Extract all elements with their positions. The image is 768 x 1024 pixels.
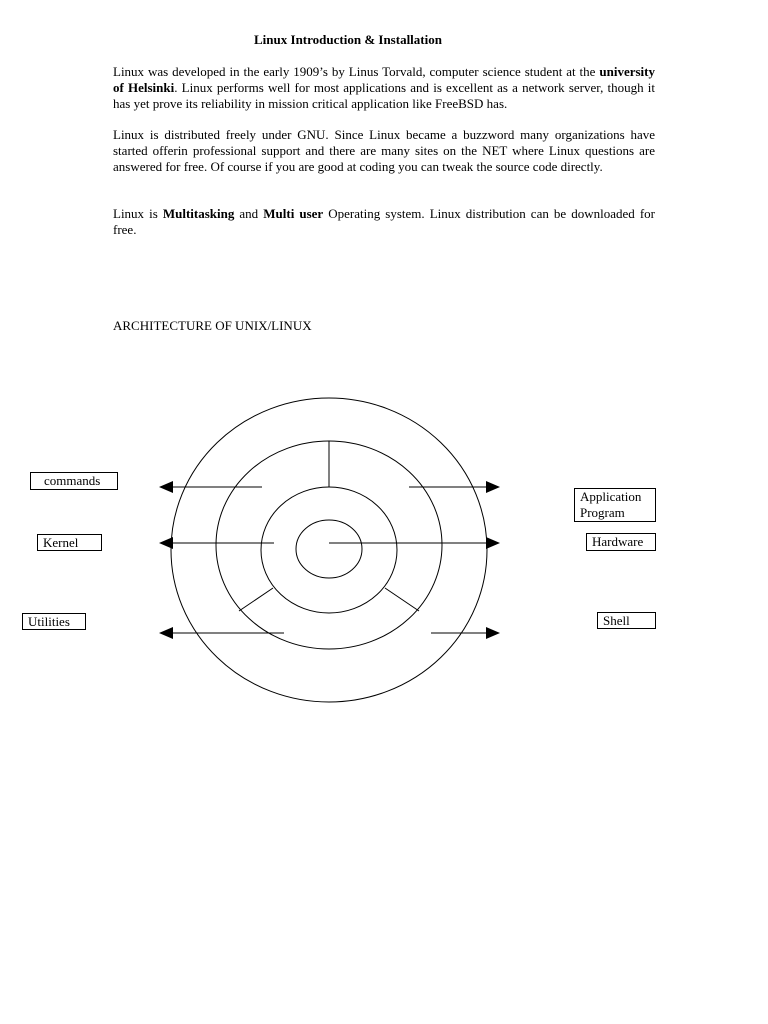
label-utilities: Utilities	[22, 613, 86, 630]
label-commands: commands	[30, 472, 118, 490]
paragraph-intro-bold-university: university of Helsinki	[113, 64, 655, 95]
core-ring	[296, 520, 362, 578]
paragraph-distribution: Linux is distributed freely under GNU. Since Linux became a buzzword many organizations have started offerin professional support and there are many sites on the NET where Linux questions are answered for free. Of course if you are good at coding you can tweak the source code directly.	[113, 127, 655, 174]
inner-ring	[261, 487, 397, 613]
label-hardware: Hardware	[586, 533, 656, 551]
architecture-heading: ARCHITECTURE OF UNIX/LINUX	[113, 318, 312, 333]
divider-right	[385, 588, 419, 611]
paragraph-intro-text-1: Linux was developed in the early 1909’s by Linus Torvald, computer science student at the	[113, 64, 600, 79]
paragraph-intro-text-2: . Linux performs well for most applications and is excellent as a network server, though it has yet prove its reliability in mission critical application like FreeBSD has.	[113, 80, 655, 111]
label-kernel: Kernel	[37, 534, 102, 551]
paragraph-features-bold-multiuser: Multi user	[263, 206, 324, 221]
paragraph-features-bold-multitasking: Multitasking	[162, 206, 235, 221]
paragraph-features-text-3: Operating system. Linux distribution can be downloaded for free.	[113, 206, 655, 237]
paragraph-features-text-2: and	[234, 206, 264, 221]
document-title: Linux Introduction & Installation	[254, 32, 442, 47]
paragraph-features-text-1: Linux is	[113, 206, 163, 221]
label-application-program: Application Program	[574, 488, 656, 522]
divider-left	[239, 588, 273, 611]
label-shell: Shell	[597, 612, 656, 629]
